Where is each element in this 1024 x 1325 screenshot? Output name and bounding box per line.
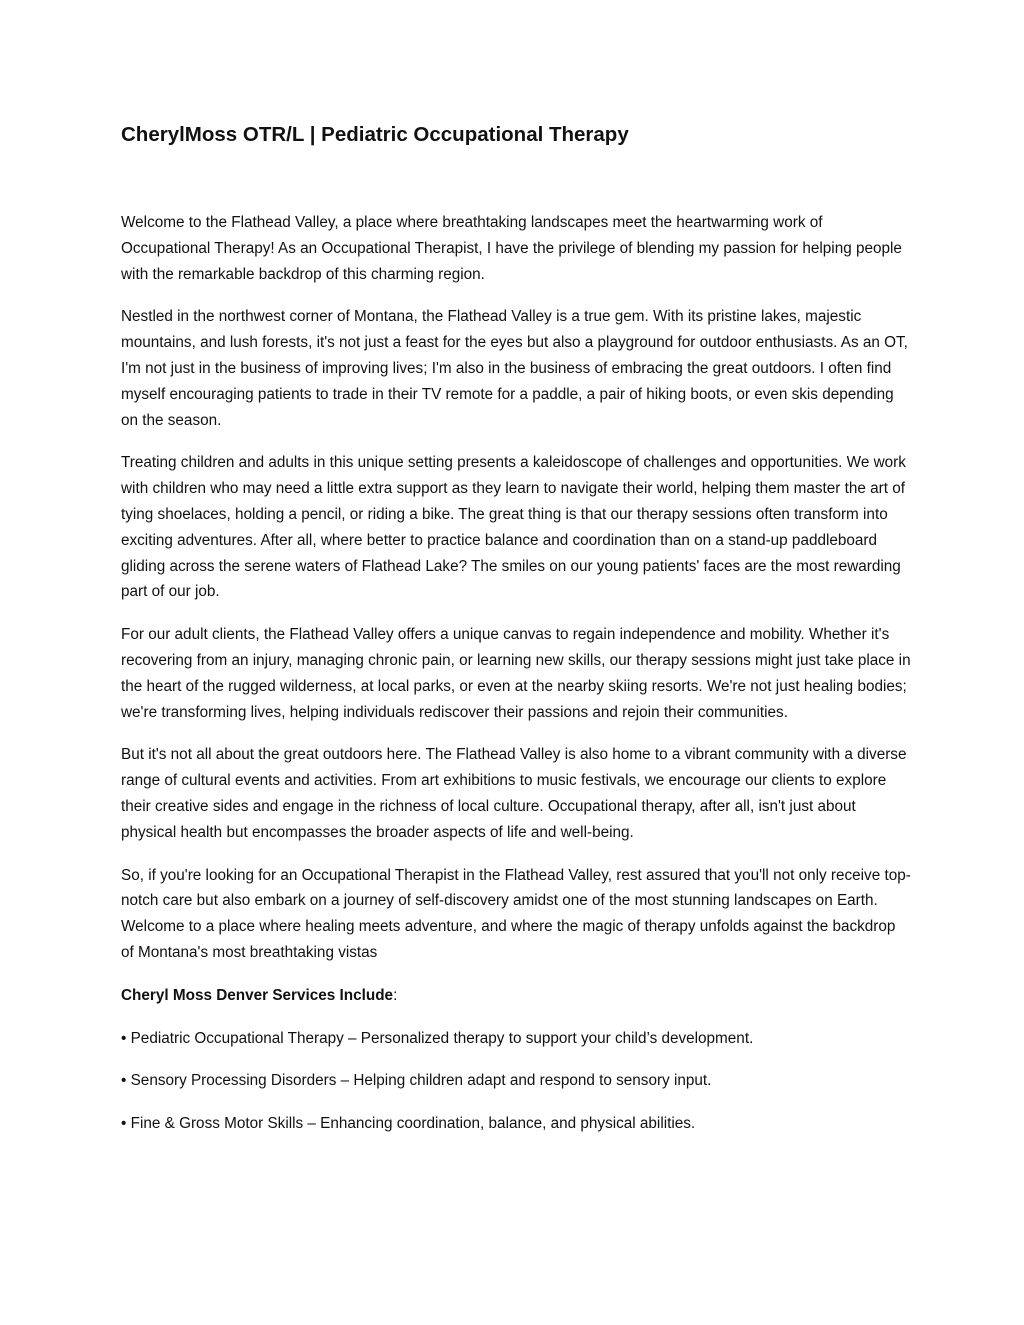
document-body	[121, 210, 911, 1154]
community-paragraph: But it's not all about the great outdoors here. The Flathead Valley is also home to a vibrant community with a diverse range of cultural events and activities. From art exhibitions to music festivals, we encourage our clients to explore their creative sides and engage in the richness of local culture. Occupational therapy, after all, isn't just about physical health but encompasses the broader aspects of life and well-being.	[121, 746, 907, 841]
intro-paragraph: Welcome to the Flathead Valley, a place where breathtaking landscapes meet the heartwarming work of Occupational Therapy! As an Occupational Therapist, I have the privilege of blending my passion for helping people with the remarkable backdrop of this charming region.	[121, 214, 902, 283]
location-paragraph: Nestled in the northwest corner of Montana, the Flathead Valley is a true gem. With its pristine lakes, majestic mountains, and lush forests, it's not just a feast for the eyes but also a playground for outdoor enthusiasts. As an OT, I'm not just in the business of improving lives; I'm also in the business of embracing the great outdoors. I often find myself encouraging patients to trade in their TV remote for a paddle, a pair of hiking boots, or even skis depending on the season.	[121, 308, 908, 429]
service-item-sensory-processing: • Sensory Processing Disorders – Helping children adapt and respond to sensory input.	[121, 1072, 712, 1090]
services-heading-label: Cheryl Moss Denver Services Include	[121, 986, 394, 1004]
adults-paragraph: For our adult clients, the Flathead Valley offers a unique canvas to regain independence and mobility. Whether it's recovering from an injury, managing chronic pain, or learning new skills, our therapy sessions might just take place in the heart of the rugged wilderness, at local parks, or even at the nearby skiing resorts. We're not just healing bodies; we're transforming lives, helping individuals rediscover their passions and rejoin their communities.	[121, 626, 911, 721]
closing-paragraph: So, if you're looking for an Occupational Therapist in the Flathead Valley, rest assured that you'll not only receive top-notch care but also embark on a journey of self-discovery amidst one of the most stunning landscapes on Earth. Welcome to a place where healing meets adventure, and where the magic of therapy unfolds against the backdrop of Montana's most breathtaking vistas	[121, 866, 911, 961]
page-title: CherylMoss OTR/L | Pediatric Occupational Therapy	[121, 123, 629, 146]
service-item-motor-skills: • Fine & Gross Motor Skills – Enhancing coordination, balance, and physical abilities.	[121, 1115, 696, 1133]
children-paragraph: Treating children and adults in this unique setting presents a kaleidoscope of challenges and opportunities. We work with children who may need a little extra support as they learn to navigate their world, helping them master the art of tying shoelaces, holding a pencil, or riding a bike. The great thing is that our therapy sessions often transform into exciting adventures. After all, where better to practice balance and coordination than on a stand-up paddleboard gliding across the serene waters of Flathead Lake? The smiles on our young patients' faces are the most rewarding part of our job.	[121, 454, 906, 601]
services-heading	[121, 983, 911, 1009]
services-heading-colon: :	[393, 986, 398, 1004]
service-item-pediatric-ot: • Pediatric Occupational Therapy – Personalized therapy to support your child’s development.	[121, 1029, 754, 1047]
